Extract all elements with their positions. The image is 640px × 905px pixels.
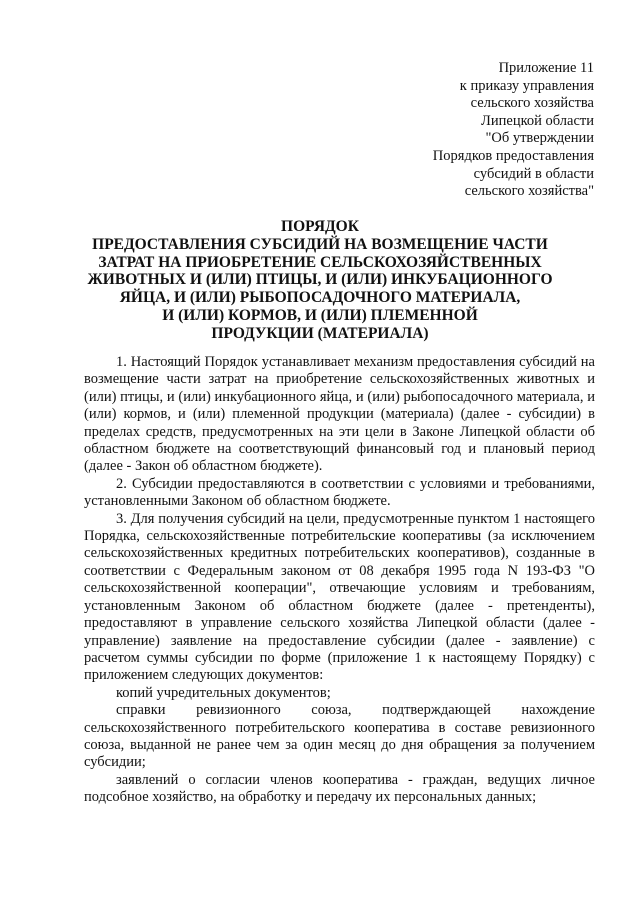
header-line: субсидий в области bbox=[473, 165, 594, 182]
paragraph-3: 3. Для получения субсидий на цели, предусмотренные пунктом 1 настоящего Порядка, сельскохозяйственные потребительские кооперативы (за исключением сельскохозяйственных кредитных потребительских кооперативов), созданные в соответствии с Федеральным законом от 08 декабря 1995 года N 193-ФЗ "О сельскохозяйственной кооперации", отвечающие условиям и требованиям, установленным Законом об областном бюджете (далее - претенденты), предоставляют в управление сельского хозяйства Липецкой области (далее - управление) заявление на предоставление субсидии (далее - заявление) с расчетом суммы субсидии по форме (приложение 1 к настоящему Порядку) с приложением следующих документов: bbox=[84, 510, 595, 684]
document-body bbox=[84, 354, 595, 807]
title-line: ПРЕДОСТАВЛЕНИЯ СУБСИДИЙ НА ВОЗМЕЩЕНИЕ ЧАСТИ bbox=[92, 235, 548, 253]
paragraph-1: 1. Настоящий Порядок устанавливает механизм предоставления субсидий на возмещение части затрат на приобретение сельскохозяйственных животных и (или) птицы, и (или) инкубационного яйца, и (или) рыбопосадочного материала, и (или) кормов, и (или) племенной продукции (материала) (далее - субсидии) в пределах средств, предусмотренных на эти цели в Законе Липецкой области об областном бюджете на соответствующий финансовый год и плановый период (далее - Закон об областном бюджете). bbox=[84, 354, 595, 475]
title-line: ЖИВОТНЫХ И (ИЛИ) ПТИЦЫ, И (ИЛИ) ИНКУБАЦИОННОГО bbox=[87, 271, 553, 289]
header-line: сельского хозяйства bbox=[470, 95, 594, 112]
paragraph-list-item: копий учредительных документов; bbox=[116, 684, 331, 701]
header-line: "Об утверждении bbox=[485, 130, 594, 147]
title-line: И (ИЛИ) КОРМОВ, И (ИЛИ) ПЛЕМЕННОЙ bbox=[162, 306, 478, 324]
header-line: Порядков предоставления bbox=[432, 147, 594, 164]
title-line: ПРОДУКЦИИ (МАТЕРИАЛА) bbox=[211, 324, 429, 342]
paragraph-list-item: заявлений о согласии членов кооператива - граждан, ведущих личное подсобное хозяйство, на обработку и передачу их персональных данных; bbox=[84, 771, 595, 806]
header-line: сельского хозяйства" bbox=[464, 183, 594, 200]
header-line: Липецкой области bbox=[481, 112, 594, 129]
title-line: ЯЙЦА, И (ИЛИ) РЫБОПОСАДОЧНОГО МАТЕРИАЛА, bbox=[119, 289, 521, 307]
document-title bbox=[60, 218, 580, 343]
paragraph-2: 2. Субсидии предоставляются в соответствии с условиями и требованиями, установленными Законом об областном бюджете. bbox=[84, 475, 595, 510]
header-line: к приказу управления bbox=[459, 77, 594, 94]
paragraph-list-item: справки ревизионного союза, подтверждающей нахождение сельскохозяйственного потребительского кооператива в составе ревизионного союза, выданной не ранее чем за один месяц до дня обращения за получением субсидии; bbox=[84, 702, 595, 771]
title-line: ПОРЯДОК bbox=[281, 218, 359, 235]
appendix-header bbox=[334, 60, 594, 201]
header-line: Приложение 11 bbox=[498, 60, 594, 76]
title-line: ЗАТРАТ НА ПРИОБРЕТЕНИЕ СЕЛЬСКОХОЗЯЙСТВЕННЫХ bbox=[98, 253, 542, 271]
